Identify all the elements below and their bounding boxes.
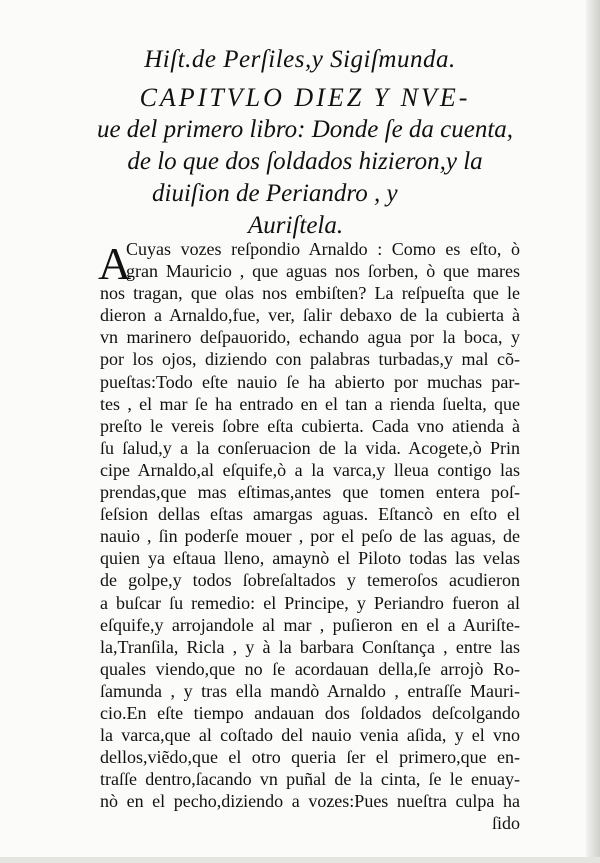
chapter-heading-line: diuiſion de Periandro , y (152, 180, 398, 207)
body-line: de golpe,y todos ſobreſaltados y temeroſos acudieron (100, 570, 520, 591)
chapter-heading-line: Auriſtela. (248, 212, 344, 239)
body-line: cio.En eſte tiempo andauan dos ſoldados deſcolgando (100, 702, 520, 723)
chapter-heading-line: CAPITVLO DIEZ Y NVE- (139, 83, 471, 112)
body-line: la varca,que al coſtado del nauio venia aſida, y el vno (100, 725, 520, 746)
body-text (100, 238, 520, 835)
chapter-heading (70, 82, 540, 242)
body-line: ſu ſalud,y a la conſeruacion de la vida. Acogete,ò Prin (100, 437, 520, 458)
body-line: ſamunda , y tras ella mandò Arnaldo , entraſſe Mauri- (100, 680, 520, 701)
chapter-heading-line: de lo que dos ſoldados hizieron,y la (127, 148, 483, 175)
body-line: dellos,viẽdo,que el otro queria ſer el primero,que en- (100, 747, 520, 768)
body-line: gran Mauricio , que aguas nos ſorben, ò que mares (126, 261, 520, 282)
body-line: por los ojos, diziendo con palabras turbadas,y mal cõ- (100, 349, 520, 370)
body-line: cipe Arnaldo,al eſquife,ò a la varca,y lleua contigo las (100, 459, 520, 480)
body-line: preſto le vereis ſobre eſta cubierta. Cada vno atienda à (100, 415, 520, 436)
body-line: la,Tranſila, Ricla , y à la barbara Conſtança , entre las (100, 636, 520, 657)
body-line: nò en el pecho,diziendo a vozes:Pues nueſtra culpa ha (100, 791, 520, 812)
body-line: a buſcar ſu remedio: el Principe, y Periandro fueron al (100, 592, 520, 613)
body-line: ſido (491, 813, 520, 834)
chapter-heading-line: ue del primero libro: Donde ſe da cuenta, (96, 116, 514, 143)
body-line: vn marinero deſpauorido, echando agua por la boca, y (100, 327, 520, 348)
body-line: quien ya eſtaua lleno, amaynò el Piloto todas las velas (100, 548, 520, 569)
body-line: pueſtas:Todo eſte nauio ſe ha abierto por muchas par- (100, 371, 520, 392)
body-line: quales viendo,que no ſe acordauan della,ſe arrojò Ro- (100, 658, 520, 679)
body-line: nos tragan, que olas nos embiſten? La reſpueſta que le (100, 283, 520, 304)
body-line: dieron a Arnaldo,fue, ver, ſalir debaxo de la cubierta à (100, 305, 520, 326)
body-line: ſeſsion dellas eſtas amargas aguas. Eſtancò en eſto el (100, 504, 520, 525)
body-line: prendas,que mas eſtimas,antes que tomen entera poſ- (100, 482, 520, 503)
body-line: Cuyas vozes reſpondio Arnaldo : Como es eſto, ò (126, 239, 520, 259)
running-head: Hiſt.de Perſiles,y Sigiſmunda. (144, 46, 456, 73)
body-line: tes , el mar ſe ha entrado en el tan a rienda ſuelta, que (100, 393, 520, 414)
body-line: nauio , ſin poderſe mouer , por el peſo de las aguas, de (100, 526, 520, 547)
body-line: eſquife,y arrojandole al mar , puſieron en el a Auriſte- (100, 614, 520, 635)
body-line: traſſe dentro,ſacando vn puñal de la cinta, ſe le enuay- (100, 769, 520, 790)
page-edge-shadow (586, 0, 600, 863)
page-bottom-edge (0, 857, 600, 863)
drop-cap: A (98, 238, 132, 289)
